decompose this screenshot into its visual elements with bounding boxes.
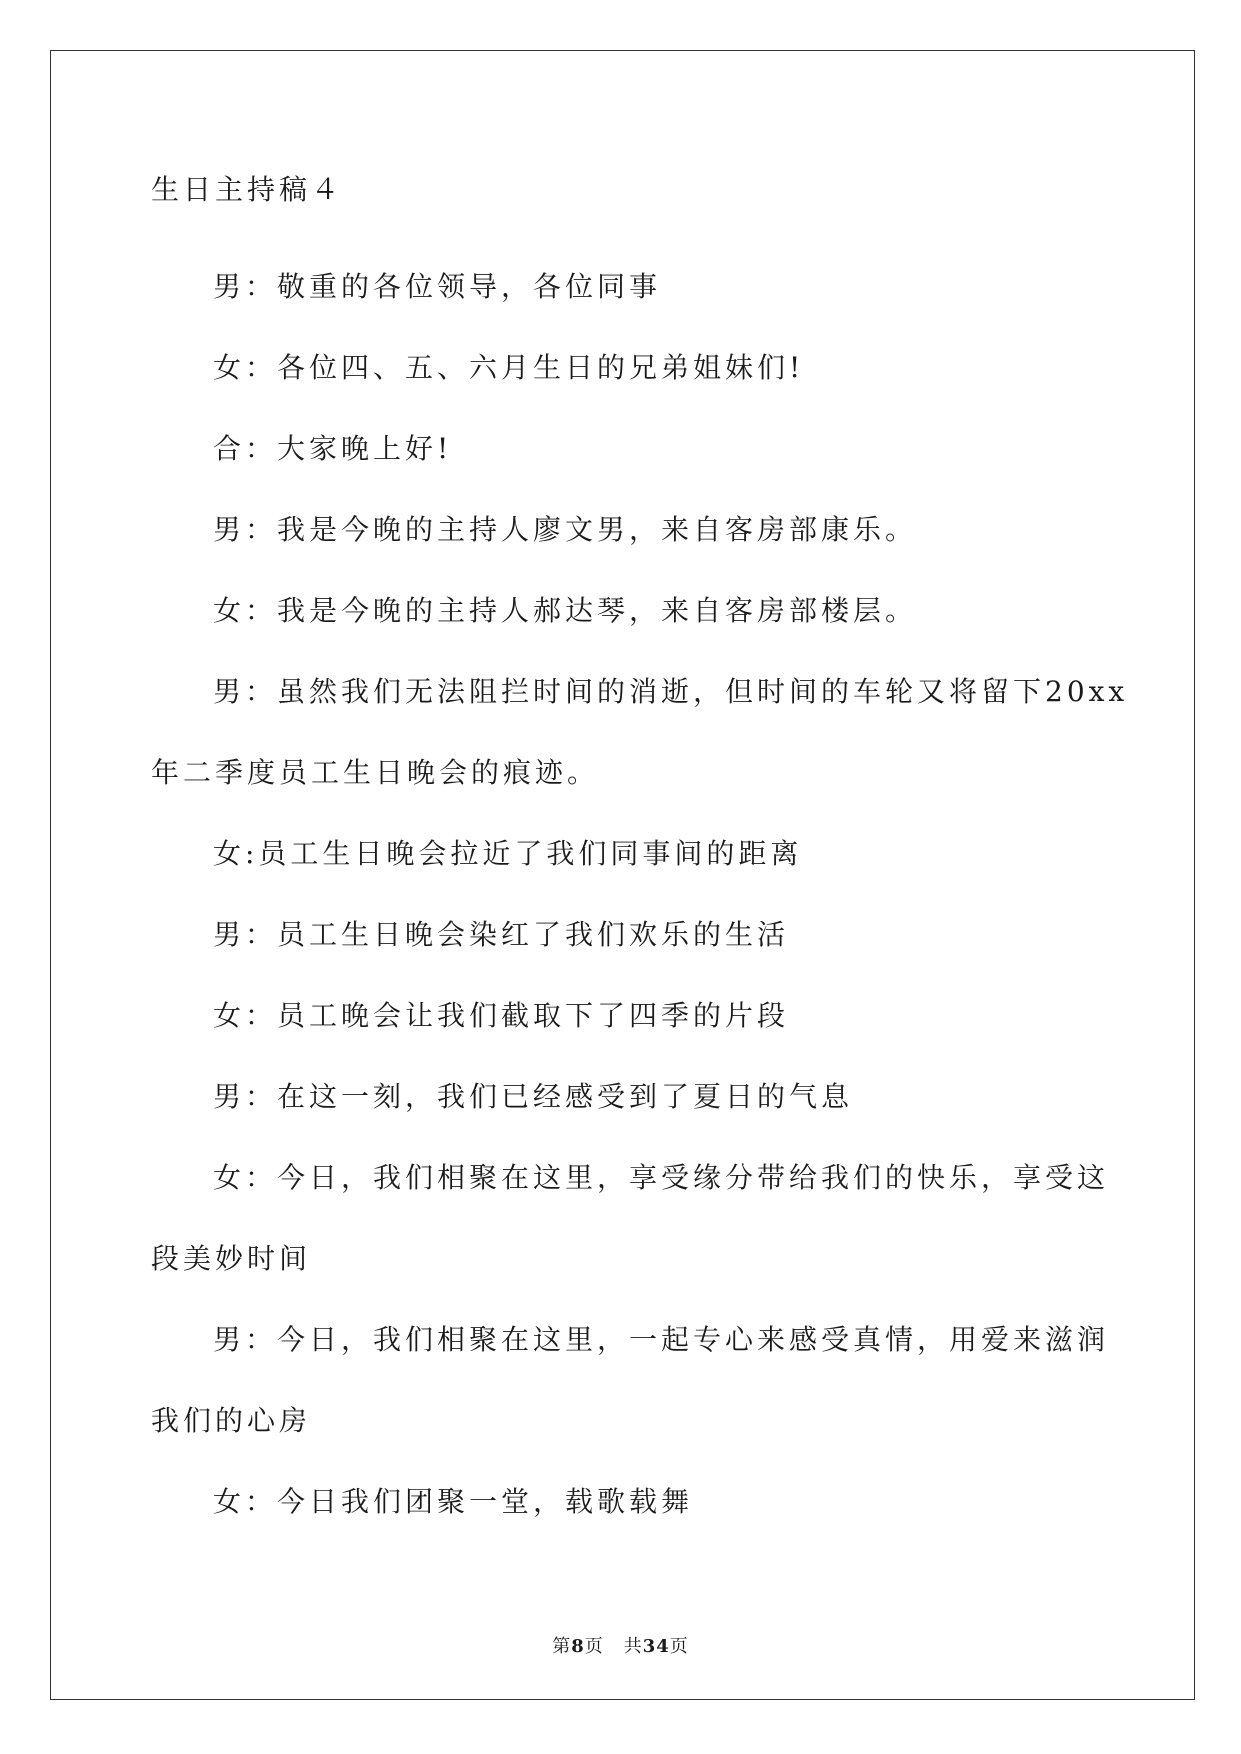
page-footer (0, 1632, 1241, 1658)
footer-page-number: 8 (571, 1636, 585, 1657)
paragraph-line: 男：我是今晚的主持人廖文男，来自客房部康乐。 (213, 513, 918, 546)
footer-total-prefix: 共 (623, 1636, 643, 1657)
footer-total-suffix: 页 (669, 1636, 689, 1657)
paragraph-line: 男：今日，我们相聚在这里，一起专心来感受真情，用爱来滋润 (213, 1323, 1110, 1356)
paragraph-line: 女:员工生日晚会拉近了我们同事间的距离 (213, 837, 803, 870)
paragraph-line: 男：在这一刻，我们已经感受到了夏日的气息 (213, 1080, 854, 1113)
paragraph-line: 女：员工晚会让我们截取下了四季的片段 (213, 999, 790, 1032)
paragraph-line: 女：我是今晚的主持人郝达琴，来自客房部楼层。 (213, 594, 918, 627)
paragraph-line: 女：今日，我们相聚在这里，享受缘分带给我们的快乐，享受这 (213, 1161, 1110, 1194)
paragraph-line: 年二季度员工生日晚会的痕迹。 (151, 756, 600, 789)
paragraph-line: 男：敬重的各位领导，各位同事 (213, 270, 662, 303)
paragraph-line: 男：虽然我们无法阻拦时间的消逝，但时间的车轮又将留下20xx (213, 675, 1129, 708)
footer-page-prefix: 第 (552, 1636, 572, 1657)
paragraph-line: 合：大家晚上好! (213, 432, 453, 465)
document-body (151, 165, 1129, 1542)
paragraph-line: 女：各位四、五、六月生日的兄弟姐妹们! (213, 351, 805, 384)
footer-total-pages: 34 (642, 1636, 670, 1657)
paragraph-line: 我们的心房 (151, 1404, 312, 1437)
paragraph-line: 段美妙时间 (151, 1242, 312, 1275)
paragraph-list (151, 246, 1129, 1542)
paragraph-line: 女：今日我们团聚一堂，载歌载舞 (213, 1485, 694, 1518)
paragraph-line: 男：员工生日晚会染红了我们欢乐的生活 (213, 918, 790, 951)
document-title: 生日主持稿４ (151, 173, 344, 206)
footer-page-suffix: 页 (584, 1636, 604, 1657)
